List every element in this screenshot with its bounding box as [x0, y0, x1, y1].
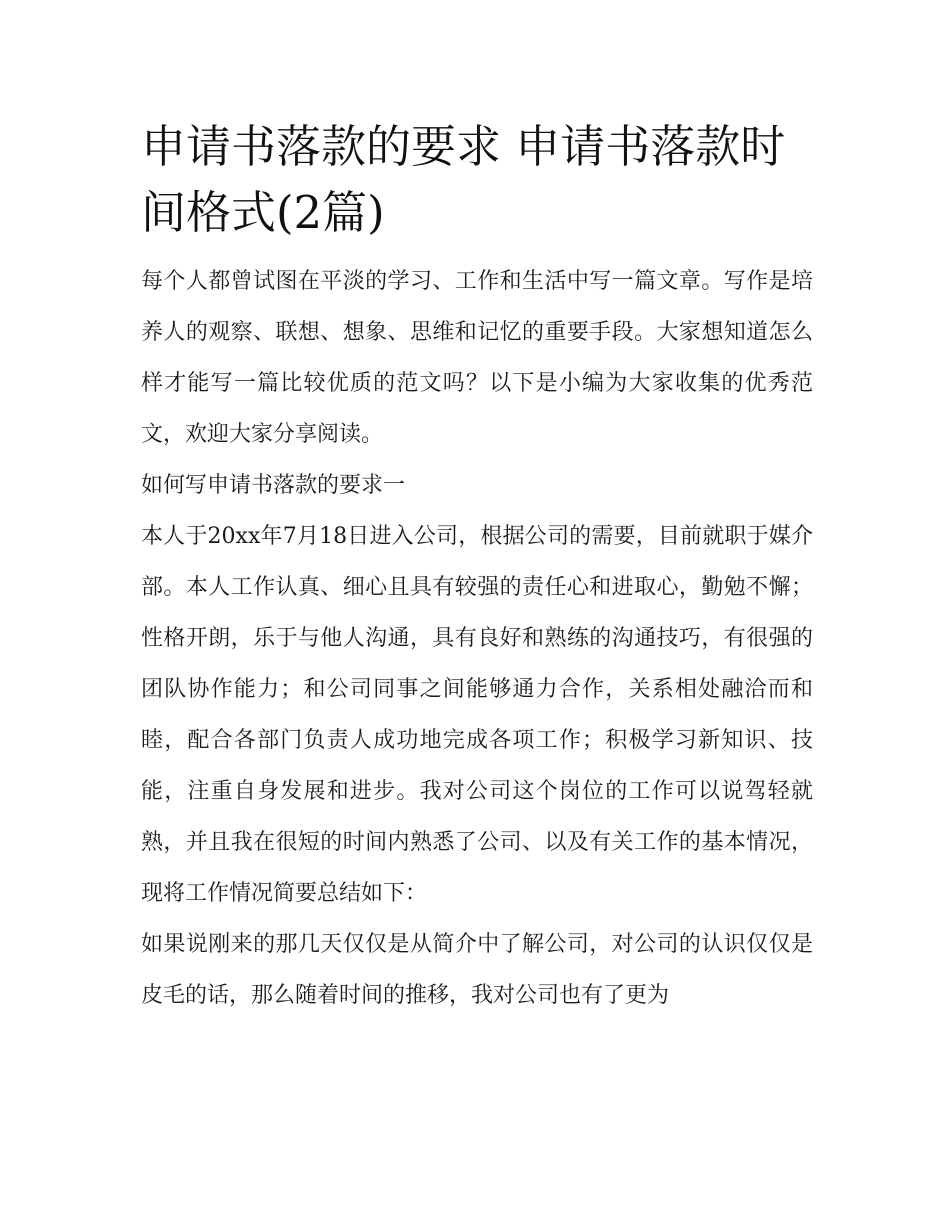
document-body: [141, 114, 813, 1021]
document-title: 申请书落款的要求 申请书落款时间格式(2篇): [141, 120, 786, 239]
intro-paragraph: 每个人都曾试图在平淡的学习、工作和生活中写一篇文章。写作是培养人的观察、联想、想象、思维和记忆的重要手段。大家想知道怎么样才能写一篇比较优质的范文吗？以下是小编为大家收集的优秀范文，欢迎大家分享阅读。: [141, 269, 813, 447]
body-paragraph: 本人于20xx年7月18日进入公司，根据公司的需要，目前就职于媒介部。本人工作认真、细心且具有较强的责任心和进取心，勤勉不懈；性格开朗，乐于与他人沟通，具有良好和熟练的沟通技巧，有很强的团队协作能力；和公司同事之间能够通力合作，关系相处融洽而和睦，配合各部门负责人成功地完成各项工作；积极学习新知识、技能，注重自身发展和进步。我对公司这个岗位的工作可以说驾轻就熟，并且我在很短的时间内熟悉了公司、以及有关工作的基本情况，现将工作情况简要总结如下：: [141, 524, 813, 906]
body-paragraph: 如果说刚来的那几天仅仅是从简介中了解公司，对公司的认识仅仅是皮毛的话，那么随着时间的推移，我对公司也有了更为: [141, 932, 813, 1008]
section-heading: 如何写申请书落款的要求一: [141, 473, 406, 498]
